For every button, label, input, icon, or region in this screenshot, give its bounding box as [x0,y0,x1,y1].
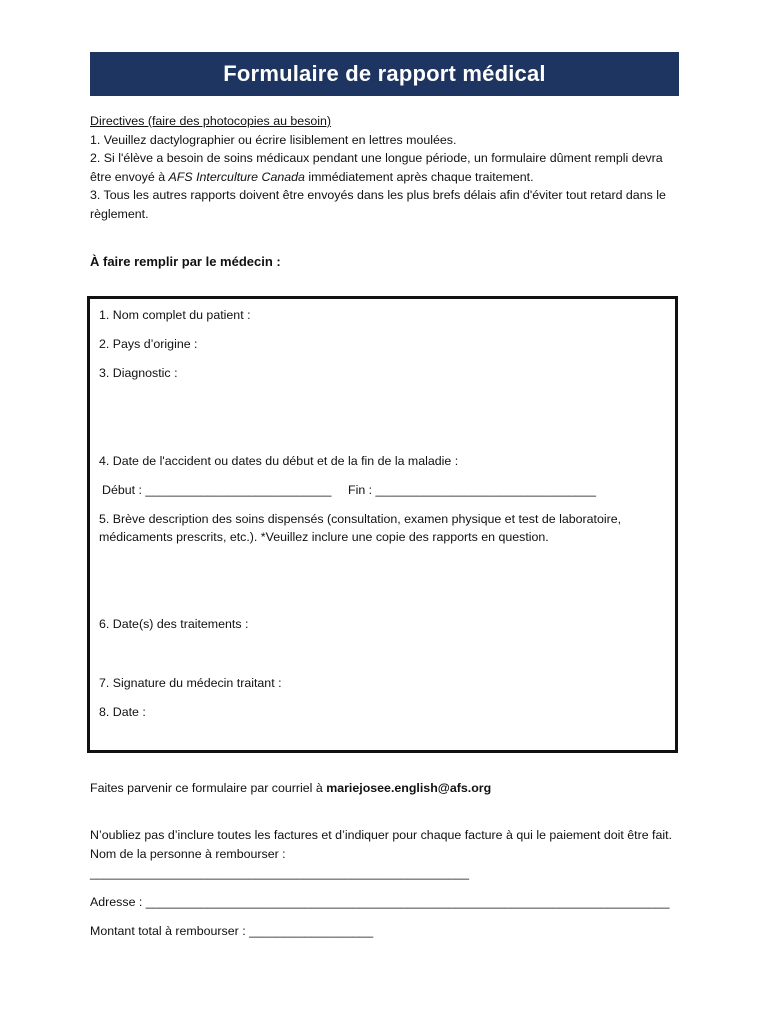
field-physician-signature[interactable]: 7. Signature du médecin traitant : [99,676,282,690]
field-care-description[interactable]: 5. Brève description des soins dispensés (consultation, examen physique et test de laboratoire, médicaments prescrits, etc.). *Veuillez inclure une copie des rapports en question. [99,512,622,544]
directives-heading: Directives (faire des photocopies au besoin) [90,114,332,128]
field-date[interactable]: 8. Date : [99,705,146,719]
afs-name: AFS Interculture Canada [168,169,305,184]
directive-2-text: 2. Si l'élève a besoin de soins médicaux pendant une longue période, un formulaire dûment rempli devra être envoyé à [90,151,663,184]
total-amount-field[interactable]: Montant total à rembourser : __________________ [90,924,374,938]
field-end-date[interactable]: Fin : ________________________________ [348,483,597,497]
directive-2 [90,149,685,186]
field-treatment-dates[interactable]: 6. Date(s) des traitements : [99,617,249,631]
directive-3: 3. Tous les autres rapports doivent être envoyés dans les plus brefs délais afin d'éviter tout retard dans le règlement. [90,188,666,221]
email-link[interactable]: mariejosee.english@afs.org [326,781,492,795]
section-label: À faire remplir par le médecin : [90,254,281,269]
reimburse-name-line[interactable]: _______________________________________________________ [90,866,470,880]
invoice-instructions: N’oubliez pas d’inclure toutes les factures et d’indiquer pour chaque facture à qui le paiement doit être fait. Nom de la personne à rembourser : [90,828,673,861]
form-title: Formulaire de rapport médical [90,52,679,96]
field-start-date[interactable]: Début : ___________________________ [102,483,332,497]
directive-1: 1. Veuillez dactylographier ou écrire lisiblement en lettres moulées. [90,132,457,147]
field-diagnosis[interactable]: 3. Diagnostic : [99,366,178,380]
address-field[interactable]: Adresse : ____________________________________________________________________________ [90,895,670,909]
field-accident-dates: 4. Date de l'accident ou dates du début et de la fin de la maladie : [99,454,459,468]
field-patient-name[interactable]: 1. Nom complet du patient : [99,308,251,322]
send-instructions [90,779,685,798]
field-country[interactable]: 2. Pays d’origine : [99,337,198,351]
physician-form-box [87,296,678,753]
directives [90,112,685,224]
directive-2-end: immédiatement après chaque traitement. [304,169,534,184]
send-text: Faites parvenir ce formulaire par courriel à [90,781,327,795]
